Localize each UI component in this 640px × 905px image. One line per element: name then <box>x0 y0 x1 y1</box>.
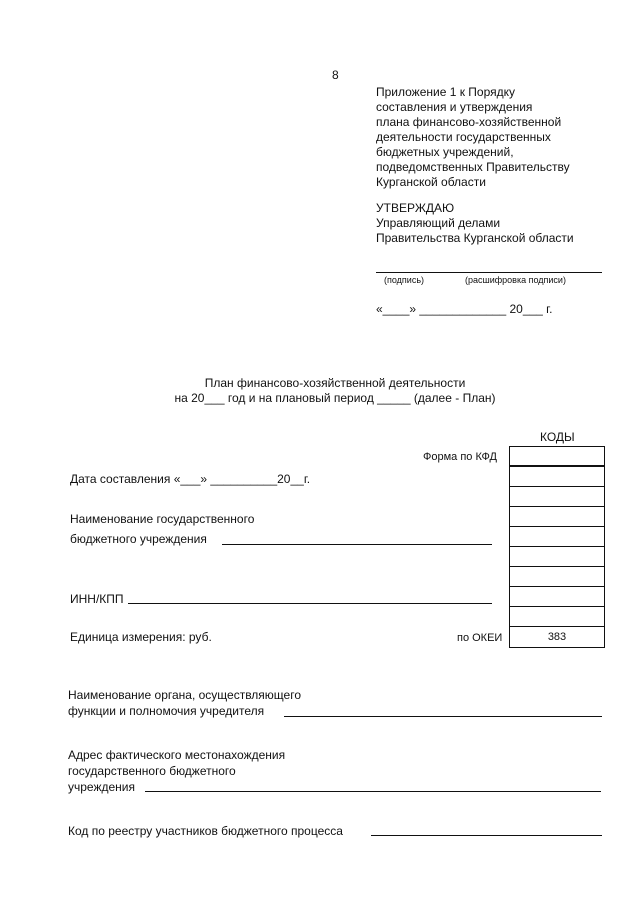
approval-title: УТВЕРЖДАЮ <box>376 201 455 215</box>
address-label-3: учреждения <box>68 780 135 794</box>
institution-name-label: Наименование государственного <box>70 512 255 526</box>
code-cell-date <box>510 467 604 487</box>
code-cell <box>510 587 604 607</box>
appendix-line: деятельности государственных <box>376 130 551 144</box>
code-cell-form <box>510 447 604 467</box>
registry-code-label: Код по реестру участников бюджетного процесса <box>68 824 343 838</box>
appendix-line: плана финансово-хозяйственной <box>376 115 562 129</box>
appendix-line: Приложение 1 к Порядку <box>376 85 516 99</box>
registry-code-line <box>371 835 602 836</box>
founder-label: Наименование органа, осуществляющего <box>68 688 302 702</box>
page-number: 8 <box>332 68 339 82</box>
codes-header: КОДЫ <box>540 430 575 444</box>
code-cell <box>510 487 604 507</box>
signature-label: (подпись) <box>384 275 425 285</box>
approval-block <box>376 201 574 246</box>
inn-kpp-line <box>128 603 492 604</box>
appendix-line: бюджетных учреждений, <box>376 145 514 159</box>
signature-line <box>376 272 602 273</box>
address-label: Адрес фактического местонахождения <box>68 748 286 762</box>
code-cell-okei: 383 <box>547 631 567 643</box>
unit-label: Единица измерения: руб. <box>70 630 212 644</box>
appendix-line: Курганской области <box>376 175 486 189</box>
form-label: Форма по КФД <box>423 451 497 463</box>
codes-table <box>509 446 605 648</box>
plan-title-line1: План финансово-хозяйственной деятельности <box>204 376 466 390</box>
code-cell <box>510 567 604 587</box>
address-label-2: государственного бюджетного <box>68 764 236 778</box>
date-compiled: Дата составления «___» __________20__г. <box>70 472 311 486</box>
approval-line: Управляющий делами <box>376 216 501 230</box>
code-cell <box>510 607 604 627</box>
founder-label-2: функции и полномочия учредителя <box>68 704 265 718</box>
decode-label: (расшифровка подписи) <box>465 275 566 285</box>
appendix-line: составления и утверждения <box>376 100 533 114</box>
founder-line <box>284 716 602 717</box>
institution-name-line <box>222 544 492 545</box>
approval-date: «____» _____________ 20___ г. <box>376 302 553 316</box>
inn-kpp-label: ИНН/КПП <box>70 592 124 606</box>
code-cell <box>510 507 604 527</box>
approval-line: Правительства Курганской области <box>376 231 574 245</box>
appendix-line: подведомственных Правительству <box>376 160 570 174</box>
address-line <box>145 791 601 792</box>
appendix-block <box>376 85 570 190</box>
okei-label: по ОКЕИ <box>457 632 503 644</box>
institution-name-label-2: бюджетного учреждения <box>70 532 207 546</box>
code-cell <box>510 527 604 547</box>
code-cell <box>510 547 604 567</box>
plan-title-line2: на 20___ год и на плановый период _____ (далее - План) <box>174 391 496 405</box>
